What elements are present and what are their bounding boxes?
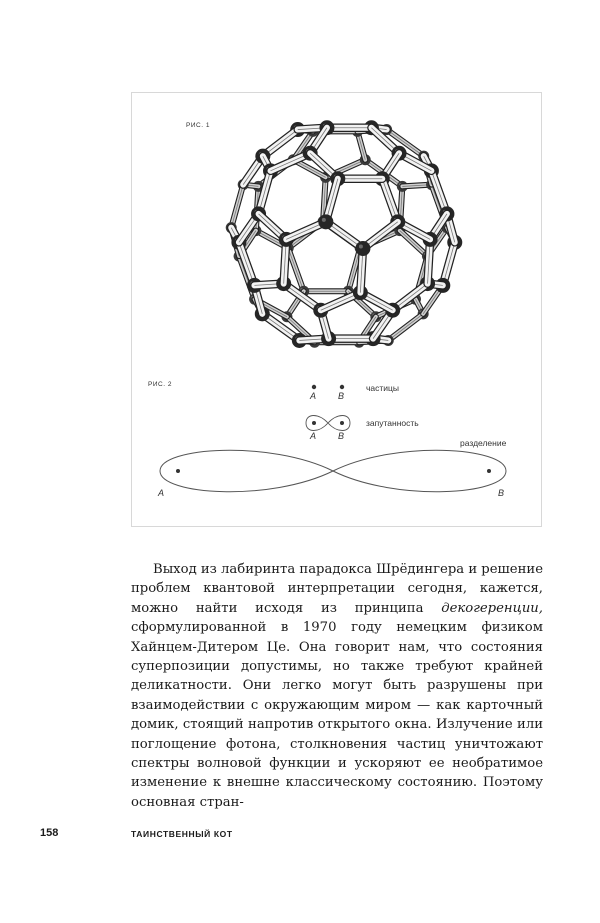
- entangled-b-dot: [340, 421, 344, 425]
- separation-loop: [160, 450, 506, 491]
- particle-a-dot: [312, 385, 316, 389]
- separated-a-letter: A: [158, 488, 165, 498]
- particles-label: частицы: [366, 383, 400, 393]
- entangled-a-letter: A: [310, 431, 317, 441]
- figure-1-label: РИС. 1: [186, 122, 210, 129]
- body-paragraph-block: [131, 560, 543, 812]
- entangled-b-letter: B: [338, 431, 345, 441]
- particle-a-letter: A: [310, 391, 317, 401]
- para-emphasis: декогеренции,: [441, 600, 543, 616]
- para-start: Выход из лабиринта парадокса Шрёдингера и решение проблем квантовой интерпретации сегодня, кажется, можно найти исходя из принципа: [131, 562, 543, 616]
- running-title: ТАИНСТВЕННЫЙ КОТ: [131, 829, 233, 839]
- para-end: сформулированной в 1970 году немецким физиком Хайнцем-Дитером Це. Она говорит нам, что состояния суперпозиции допустимы, но также требуют крайней деликатности. Они легко могут быть разрушены при взаимодействии с окружающим миром — как карточный домик, стоящий напротив открытого окна. Излучение или поглощение фотона, столкновения частиц уничтожают спектры волновой функции и ускоряют ее необратимое изменение к внешне классическому состоянию. Поэтому основная стран-: [131, 620, 543, 810]
- separated-a-dot: [176, 469, 180, 473]
- particle-b-letter: B: [338, 391, 345, 401]
- separation-label: разделение: [460, 438, 507, 448]
- entangled-a-dot: [312, 421, 316, 425]
- particle-b-dot: [340, 385, 344, 389]
- entanglement-label: запутанность: [366, 418, 419, 428]
- page-number: 158: [40, 827, 59, 839]
- separated-b-letter: B: [498, 488, 505, 498]
- body-paragraph: [131, 560, 543, 812]
- figure-2-label: РИС. 2: [148, 381, 172, 388]
- separated-b-dot: [487, 469, 491, 473]
